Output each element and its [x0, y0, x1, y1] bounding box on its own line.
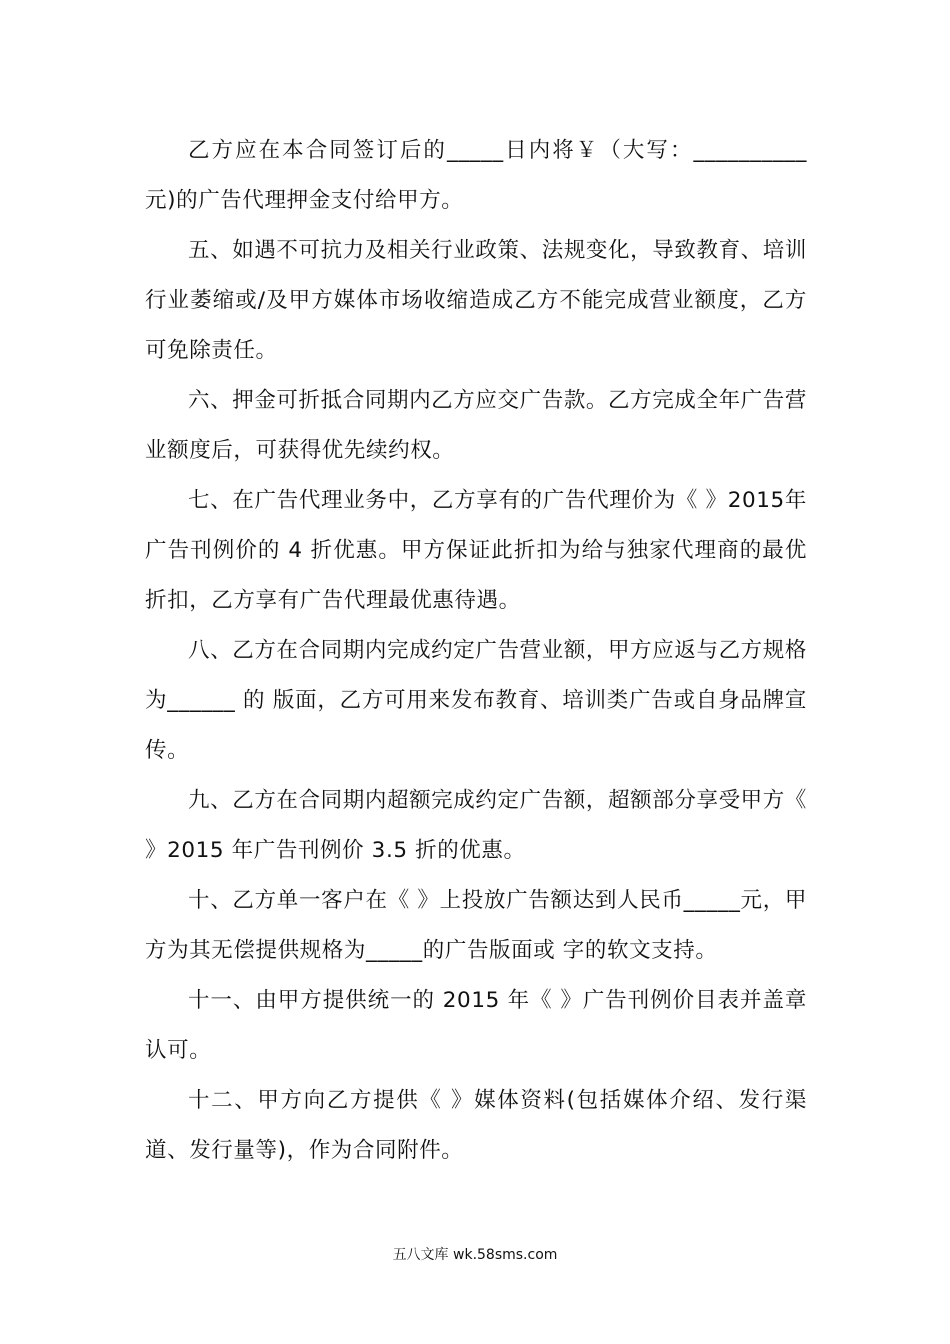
- paragraph-clause-6: 六、押金可折抵合同期内乙方应交广告款。乙方完成全年广告营业额度后，可获得优先续约权。: [145, 388, 807, 463]
- paragraph-clause-10: 十、乙方单一客户在《 》上投放广告额达到人民币_____元，甲方为其无偿提供规格为_____的广告版面或 字的软文支持。: [145, 888, 807, 963]
- paragraph-clause-11: 十一、由甲方提供统一的 2015 年《 》广告刊例价目表并盖章认可。: [145, 988, 807, 1063]
- page-footer: 五八文库 wk.58sms.com: [392, 1247, 558, 1263]
- contract-body: [145, 126, 815, 1176]
- paragraph-clause-8: 八、乙方在合同期内完成约定广告营业额，甲方应返与乙方规格为______ 的 版面，乙方可用来发布教育、培训类广告或自身品牌宣传。: [145, 638, 807, 763]
- paragraph-clause-7: 七、在广告代理业务中，乙方享有的广告代理价为《 》2015年广告刊例价的 4 折优惠。甲方保证此折扣为给与独家代理商的最优折扣，乙方享有广告代理最优惠待遇。: [145, 488, 807, 613]
- paragraph-clause-9: 九、乙方在合同期内超额完成约定广告额，超额部分享受甲方《 》2015 年广告刊例价 3.5 折的优惠。: [145, 788, 815, 863]
- paragraph-deposit-payment: 乙方应在本合同签订后的_____日内将￥（大写：__________元)的广告代理押金支付给甲方。: [145, 138, 807, 213]
- paragraph-clause-12: 十二、甲方向乙方提供《 》媒体资料(包括媒体介绍、发行渠道、发行量等)，作为合同附件。: [145, 1088, 807, 1163]
- paragraph-clause-5: 五、如遇不可抗力及相关行业政策、法规变化，导致教育、培训行业萎缩或/及甲方媒体市场收缩造成乙方不能完成营业额度，乙方可免除责任。: [145, 238, 807, 363]
